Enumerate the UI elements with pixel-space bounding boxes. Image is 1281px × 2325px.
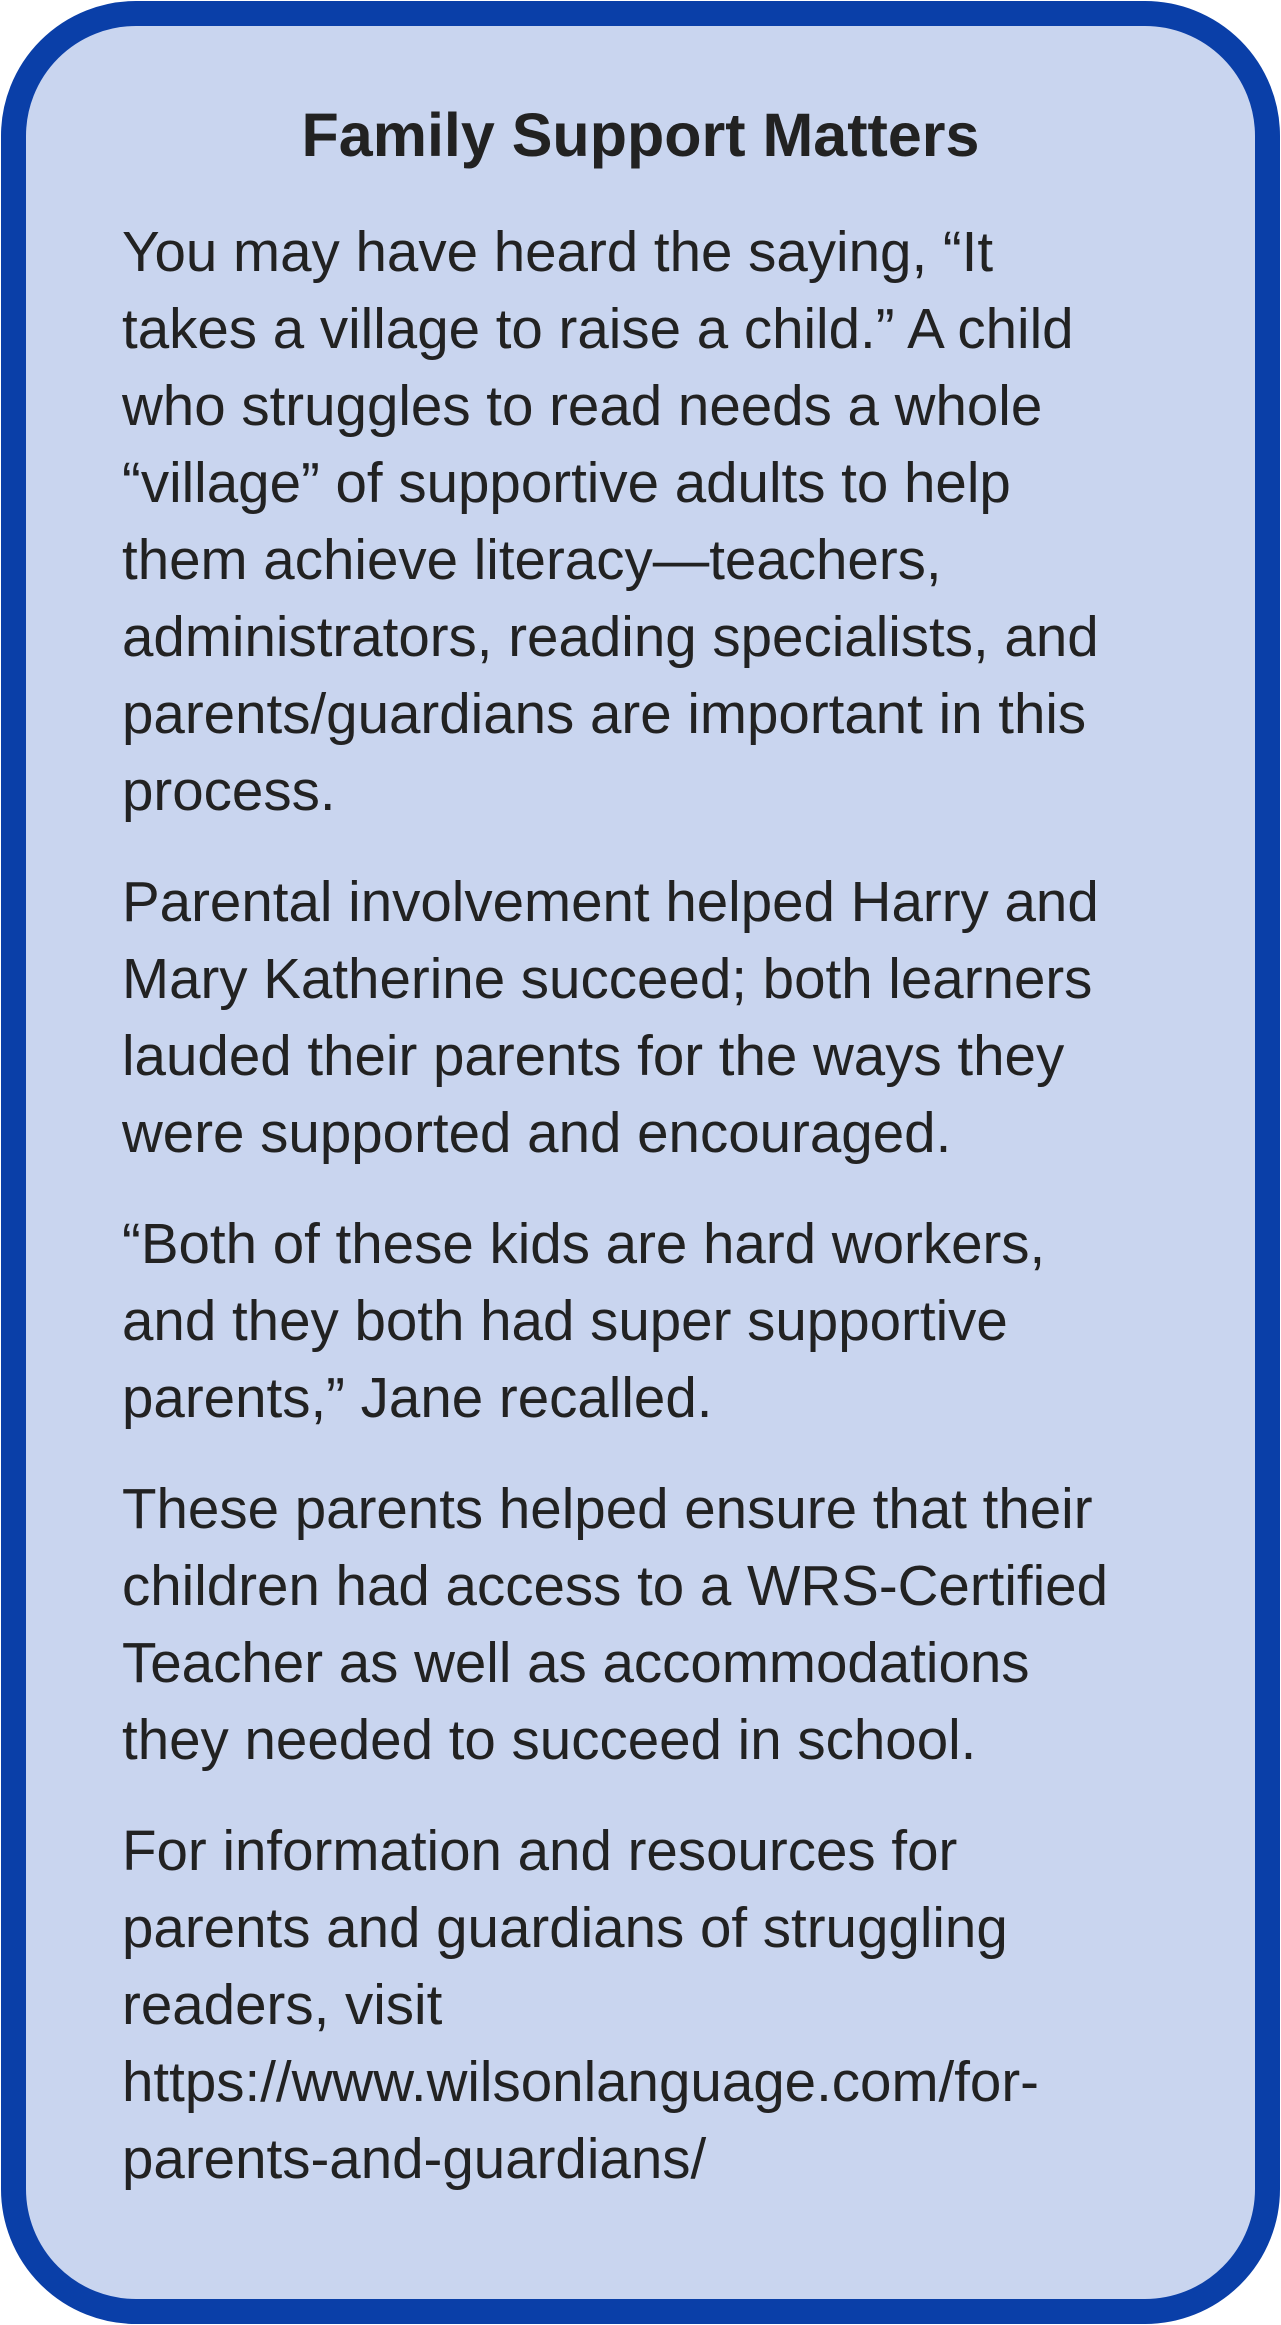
text-line: children had access to a WRS-Certified (122, 1554, 1109, 1617)
text-line: parents and guardians of struggling (122, 1896, 1008, 1959)
card-body (122, 213, 1182, 2231)
text-line: parents,” Jane recalled. (122, 1366, 713, 1429)
text-line: parents/guardians are important in this (122, 682, 1087, 745)
text-line: who struggles to read needs a whole (122, 374, 1043, 437)
text-line: and they both had super supportive (122, 1289, 1008, 1352)
paragraph-resources (122, 1812, 1182, 2197)
resource-url-line: https://www.wilsonlanguage.com/for- (122, 2050, 1039, 2113)
paragraph-quote (122, 1205, 1182, 1436)
text-line: takes a village to raise a child.” A child (122, 297, 1074, 360)
text-line: Teacher as well as accommodations (122, 1631, 1030, 1694)
text-line: For information and resources for (122, 1819, 958, 1882)
text-line: “Both of these kids are hard workers, (122, 1212, 1046, 1275)
text-line: Mary Katherine succeed; both learners (122, 947, 1093, 1010)
paragraph-village (122, 213, 1182, 829)
text-line: they needed to succeed in school. (122, 1708, 977, 1771)
text-line: process. (122, 759, 336, 822)
text-line: You may have heard the saying, “It (122, 220, 994, 283)
card-title: Family Support Matters (301, 101, 980, 169)
paragraph-access (122, 1470, 1182, 1778)
text-line: administrators, reading specialists, and (122, 605, 1099, 668)
text-line: These parents helped ensure that their (122, 1477, 1093, 1540)
text-line: were supported and encouraged. (122, 1101, 952, 1164)
resource-url-line: parents-and-guardians/ (122, 2127, 707, 2190)
text-line: readers, visit (122, 1973, 443, 2036)
text-line: lauded their parents for the ways they (122, 1024, 1065, 1087)
text-line: them achieve literacy—teachers, (122, 528, 942, 591)
text-line: Parental involvement helped Harry and (122, 870, 1099, 933)
text-line: “village” of supportive adults to help (122, 451, 1011, 514)
paragraph-parental-involvement (122, 863, 1182, 1171)
